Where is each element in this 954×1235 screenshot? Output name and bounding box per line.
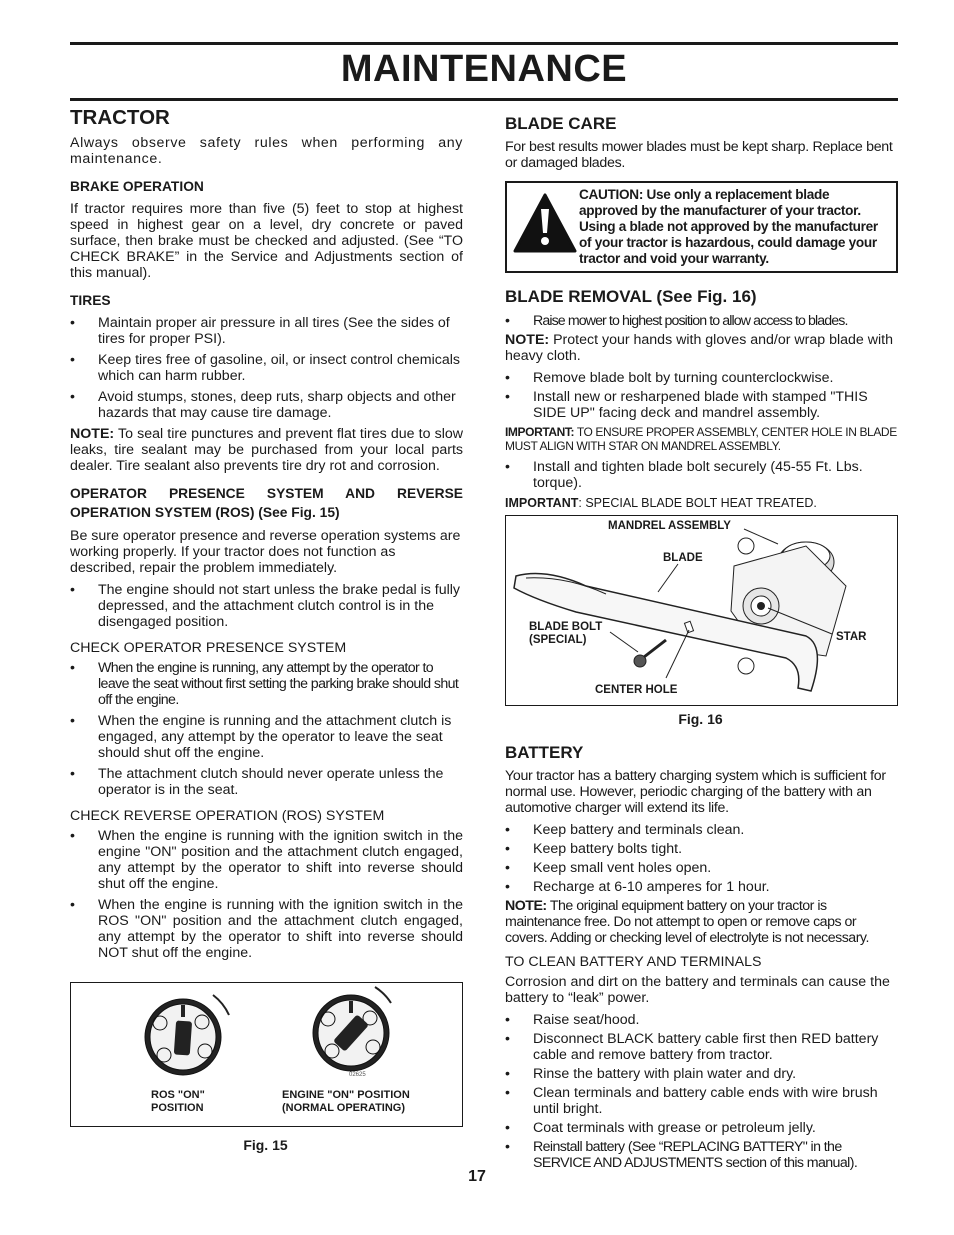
blade-removal-heading: BLADE REMOVAL (See Fig. 16) [505, 287, 757, 306]
warning-icon [513, 193, 577, 253]
blade-removal-note: NOTE: Protect your hands with gloves and/or wrap blade with heavy cloth. [505, 332, 893, 364]
blade-care-text: For best results mower blades must be kept sharp. Replace bent or damaged blades. [505, 139, 893, 171]
fig16-box [505, 515, 898, 706]
fig15-label-engine: ENGINE "ON" POSITION (NORMAL OPERATING) [282, 1089, 410, 1114]
list-item: • Disconnect BLACK battery cable first then RED battery cable and remove battery from tractor. [505, 1031, 879, 1063]
top-rule [70, 42, 898, 45]
blade-removal-important: IMPORTANT: TO ENSURE PROPER ASSEMBLY, CENTER HOLE IN BLADE MUST ALIGN WITH STAR ON MANDREL ASSEMBLY. [505, 425, 897, 453]
list-item: • Clean terminals and battery cable ends with wire brush until bright. [505, 1085, 878, 1117]
list-item: • Reinstall battery (See “REPLACING BATTERY" in the SERVICE AND ADJUSTMENTS section of this manual). [505, 1139, 858, 1171]
page-title: MAINTENANCE [340, 48, 628, 90]
battery-list [505, 822, 898, 895]
fig15-label-ros: ROS "ON" POSITION [151, 1089, 205, 1114]
fig15-code: 02625 [349, 1072, 366, 1078]
clean-battery-list [505, 1012, 898, 1171]
fig16-label-center-hole: CENTER HOLE [595, 684, 678, 696]
tires-note: NOTE: To seal tire punctures and prevent flat tires due to slow leaks, tire sealant may be purchased from your local parts dealer. Tire sealant also prevents tire dry rot and corrosion. [70, 426, 463, 474]
list-item: • Raise seat/hood. [505, 1012, 640, 1028]
tires-list [70, 315, 463, 421]
ros-on-switch [145, 995, 229, 1075]
ros-intro-list [70, 582, 463, 630]
fig16-label-star: STAR [836, 631, 867, 643]
list-item: • The engine should not start unless the brake pedal is fully depressed, and the attachment clutch control is in the disengaged position. [70, 582, 461, 630]
list-item: • Remove blade bolt by turning counterclockwise. [505, 370, 834, 386]
list-item: • When the engine is running and the attachment clutch is engaged, any attempt by the operator to leave the seat should shut off the engine. [70, 713, 452, 761]
blade-removal-list1 [505, 313, 898, 329]
title-rule [70, 98, 898, 101]
blade-bolt-drawing [634, 640, 666, 667]
list-item: • The attachment clutch should never operate unless the operator is in the seat. [70, 766, 444, 798]
list-item: • Install and tighten blade bolt securely (45-55 Ft. Lbs. torque). [505, 459, 863, 491]
ros-intro: Be sure operator presence and reverse operation systems are working properly. If your tractor does not function as described, repair the problem immediately. [70, 528, 461, 576]
check-ros-heading: CHECK REVERSE OPERATION (ROS) SYSTEM [70, 808, 385, 824]
blade-removal-list2 [505, 370, 898, 421]
brake-text: If tractor requires more than five (5) feet to stop at highest speed in highest gear on a level, dry concrete or paved surface, then brake must be checked and adjusted. (See “TO CHECK BRAKE” in the Service and Adjustments section of this manual). [70, 201, 463, 281]
right-column [505, 114, 898, 517]
caution-box [505, 181, 898, 273]
list-item: • Keep battery and terminals clean. [505, 822, 745, 838]
fig16-caption: Fig. 16 [678, 711, 723, 727]
list-item: • Recharge at 6-10 amperes for 1 hour. [505, 879, 770, 895]
clean-battery-intro: Corrosion and dirt on the battery and terminals can cause the battery to “leak” power. [505, 974, 890, 1006]
battery-note: NOTE: The original equipment battery on your tractor is maintenance free. Do not attempt to open or remove caps or covers. Adding or checking level of electrolyte is not necessary. [505, 898, 869, 946]
list-item: • Coat terminals with grease or petroleum jelly. [505, 1120, 816, 1136]
list-item: • Keep battery bolts tight. [505, 841, 683, 857]
clean-battery-heading: TO CLEAN BATTERY AND TERMINALS [505, 954, 762, 970]
list-item: • Avoid stumps, stones, deep ruts, sharp objects and other hazards that may cause tire damage. [70, 389, 456, 421]
page-number: 17 [468, 1168, 486, 1185]
left-column [70, 106, 463, 966]
list-item: • When the engine is running with the ignition switch in the ROS "ON" position and the attachment clutch engaged, any attempt by the operator to shift into reverse should NOT shut off the engine. [70, 897, 463, 961]
tractor-heading: TRACTOR [70, 106, 170, 129]
list-item: • Maintain proper air pressure in all tires (See the sides of tires for proper PSI). [70, 315, 450, 347]
tractor-intro: Always observe safety rules when performing any maintenance. [70, 135, 463, 167]
fig16-label-bolt: BLADE BOLT (SPECIAL) [529, 621, 603, 646]
blade-care-heading: BLADE CARE [505, 114, 617, 133]
check-presence-heading: CHECK OPERATOR PRESENCE SYSTEM [70, 640, 347, 656]
ros-list [70, 828, 463, 961]
list-item: • Rinse the battery with plain water and dry. [505, 1066, 797, 1082]
list-item: • Install new or resharpened blade with stamped "THIS SIDE UP" facing deck and mandrel assembly. [505, 389, 868, 421]
fig16-label-blade: BLADE [663, 552, 703, 564]
engine-on-switch [313, 987, 391, 1071]
fig16-label-mandrel: MANDREL ASSEMBLY [608, 520, 731, 532]
blade-removal-list3 [505, 459, 898, 491]
fig15-box [70, 982, 463, 1127]
blade-removal-important2: IMPORTANT: SPECIAL BLADE BOLT HEAT TREATED. [505, 496, 817, 510]
list-item: • When the engine is running, any attempt by the operator to leave the seat without first setting the parking brake should shut off the engine. [70, 660, 459, 708]
caution-text: CAUTION: Use only a replacement blade approved by the manufacturer of your tractor. Using a blade not approved by the manufacturer of your tractor is hazardous, could damage your tractor and void your warranty. [579, 187, 878, 266]
brake-heading: BRAKE OPERATION [70, 179, 204, 194]
ros-heading: OPERATOR PRESENCE SYSTEM AND REVERSE OPERATION SYSTEM (ROS) (See Fig. 15) [70, 486, 463, 520]
list-item: • When the engine is running with the ignition switch in the engine "ON" position and the attachment clutch engaged, any attempt by the operator to shift into reverse should shut off the engine. [70, 828, 463, 892]
battery-section [505, 743, 898, 1174]
blade-assembly-diagram [506, 516, 897, 705]
list-item: • Keep small vent holes open. [505, 860, 712, 876]
list-item: • Raise mower to highest position to allow access to blades. [505, 313, 848, 329]
battery-intro: Your tractor has a battery charging system which is sufficient for normal use. However, periodic charging of the battery with an automotive charger will extend its life. [505, 768, 886, 816]
list-item: • Keep tires free of gasoline, oil, or insect control chemicals which can harm rubber. [70, 352, 460, 384]
presence-list [70, 660, 463, 798]
fig15-caption: Fig. 15 [243, 1137, 288, 1153]
tires-heading: TIRES [70, 293, 111, 308]
battery-heading: BATTERY [505, 743, 584, 762]
